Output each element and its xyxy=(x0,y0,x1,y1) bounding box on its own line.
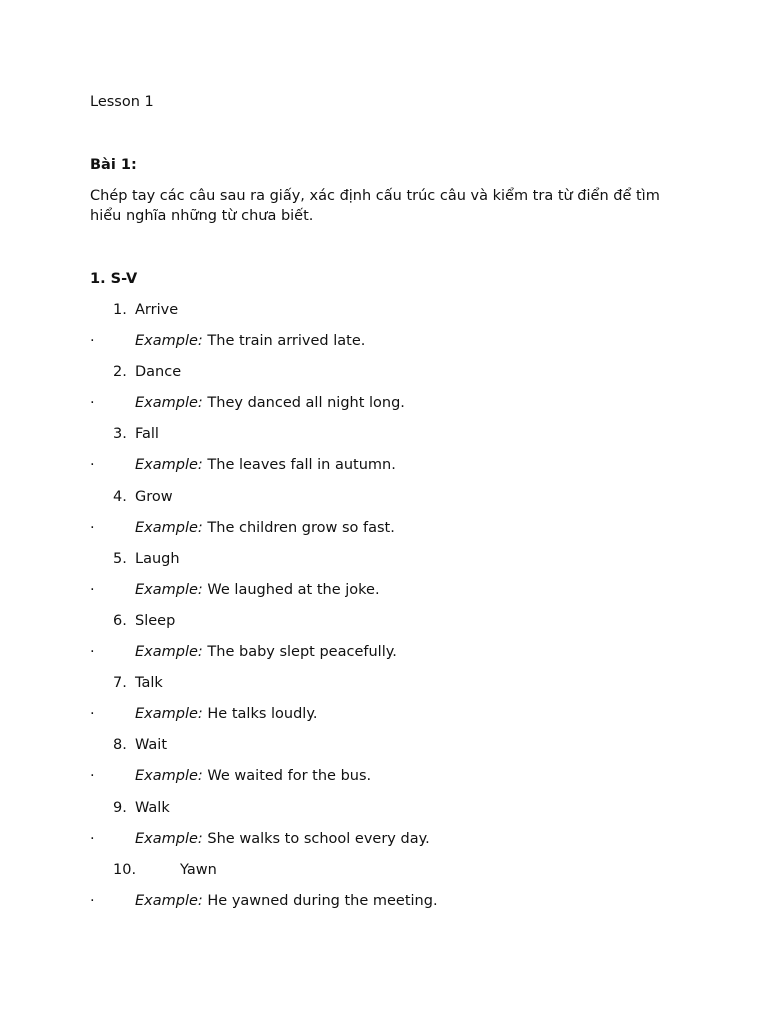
example-sentence xyxy=(135,704,317,724)
example-sentence xyxy=(135,766,371,786)
verb-number: 4. xyxy=(113,489,127,505)
verb-word: Grow xyxy=(135,489,173,505)
verb-word: Yawn xyxy=(180,862,217,878)
bullet-icon: · xyxy=(90,893,95,909)
verb-number: 10. xyxy=(113,862,137,878)
example-label: Example: xyxy=(135,644,203,660)
verb-number: 1. xyxy=(113,302,127,318)
example-text: He talks loudly. xyxy=(207,706,318,722)
example-line xyxy=(0,455,768,475)
example-label: Example: xyxy=(135,395,203,411)
example-text: The baby slept peacefully. xyxy=(207,644,397,660)
verb-word: Walk xyxy=(135,800,170,816)
example-sentence xyxy=(135,642,397,662)
example-label: Example: xyxy=(135,831,203,847)
example-line xyxy=(0,704,768,724)
bullet-icon: · xyxy=(90,644,95,660)
example-line xyxy=(0,331,768,351)
verb-item xyxy=(0,735,768,755)
verb-number: 7. xyxy=(113,675,127,691)
example-text: They danced all night long. xyxy=(207,395,405,411)
verb-word: Wait xyxy=(135,737,168,753)
verb-number: 9. xyxy=(113,800,127,816)
bullet-icon: · xyxy=(90,768,95,784)
example-label: Example: xyxy=(135,333,203,349)
example-line xyxy=(0,766,768,786)
example-sentence xyxy=(135,829,430,849)
verb-item xyxy=(0,549,768,569)
verb-word: Talk xyxy=(135,675,163,691)
verb-number: 2. xyxy=(113,364,127,380)
example-line xyxy=(0,891,768,911)
bullet-icon: · xyxy=(90,831,95,847)
example-text: We laughed at the joke. xyxy=(207,582,380,598)
exercise-instructions: Chép tay các câu sau ra giấy, xác định cấu trúc câu và kiểm tra từ điển để tìm hiểu nghĩa những từ chưa biết. xyxy=(90,188,660,224)
verb-item xyxy=(0,300,768,320)
verb-number: 8. xyxy=(113,737,127,753)
bullet-icon: · xyxy=(90,706,95,722)
bullet-icon: · xyxy=(90,395,95,411)
example-text: The children grow so fast. xyxy=(207,520,395,536)
verb-item xyxy=(0,424,768,444)
verb-item xyxy=(0,673,768,693)
example-line xyxy=(0,642,768,662)
example-label: Example: xyxy=(135,457,203,473)
verb-number: 6. xyxy=(113,613,127,629)
verb-item xyxy=(0,487,768,507)
verb-item xyxy=(0,860,768,880)
verb-word: Arrive xyxy=(135,302,179,318)
verb-word: Laugh xyxy=(135,551,180,567)
example-label: Example: xyxy=(135,893,203,909)
verb-item xyxy=(0,611,768,631)
bullet-icon: · xyxy=(90,582,95,598)
example-sentence xyxy=(135,455,396,475)
verb-number: 3. xyxy=(113,426,127,442)
example-label: Example: xyxy=(135,768,203,784)
example-text: We waited for the bus. xyxy=(207,768,372,784)
verb-item xyxy=(0,798,768,818)
example-line xyxy=(0,393,768,413)
example-label: Example: xyxy=(135,582,203,598)
example-text: The train arrived late. xyxy=(207,333,366,349)
example-sentence xyxy=(135,891,438,911)
example-line xyxy=(0,829,768,849)
example-text: The leaves fall in autumn. xyxy=(207,457,396,473)
verb-item xyxy=(0,362,768,382)
lesson-title: Lesson 1 xyxy=(90,94,154,110)
example-line xyxy=(0,580,768,600)
bullet-icon: · xyxy=(90,520,95,536)
verb-word: Fall xyxy=(135,426,159,442)
bullet-icon: · xyxy=(90,333,95,349)
example-text: He yawned during the meeting. xyxy=(207,893,438,909)
exercise-heading: Bài 1: xyxy=(90,157,137,173)
example-text: She walks to school every day. xyxy=(207,831,430,847)
example-label: Example: xyxy=(135,706,203,722)
example-sentence xyxy=(135,518,395,538)
example-label: Example: xyxy=(135,520,203,536)
example-sentence xyxy=(135,580,380,600)
verb-number: 5. xyxy=(113,551,127,567)
example-sentence xyxy=(135,393,405,413)
verb-word: Dance xyxy=(135,364,182,380)
example-sentence xyxy=(135,331,365,351)
bullet-icon: · xyxy=(90,457,95,473)
verb-word: Sleep xyxy=(135,613,176,629)
example-line xyxy=(0,518,768,538)
section-heading: 1. S-V xyxy=(90,271,138,287)
